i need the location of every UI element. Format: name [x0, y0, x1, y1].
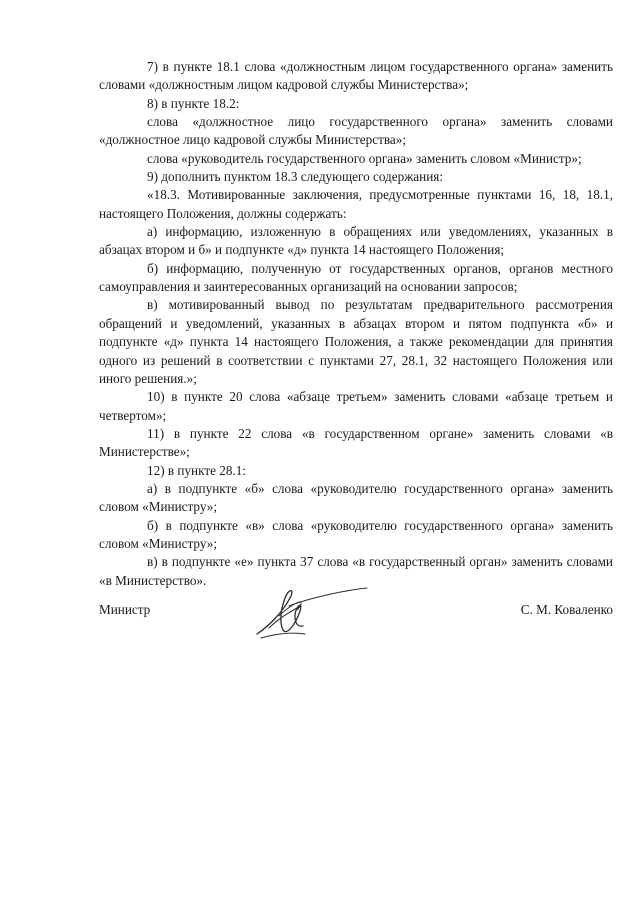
signature-block: [99, 598, 613, 638]
document-body: [99, 58, 613, 590]
signatory-name: С. М. Коваленко: [520, 602, 613, 617]
paragraph-item-12-b: б) в подпункте «в» слова «руководителю государственного органа» заменить словом «Министру»;: [99, 517, 613, 551]
paragraph-item-12-v: в) в подпункте «е» пункта 37 слова «в государственный орган» заменить словами «в Министерство».: [99, 554, 613, 588]
paragraph-item-8: 8) в пункте 18.2:: [147, 95, 240, 111]
paragraph-item-12: 12) в пункте 28.1:: [147, 462, 246, 478]
paragraph-item-10: 10) в пункте 20 слова «абзаце третьем» заменить словами «абзаце третьем и четвертом»;: [99, 389, 613, 423]
paragraph-subitem-v: в) мотивированный вывод по результатам предварительного рассмотрения обращений и уведомлений, указанных в абзацах втором и пятом подпункта «б» и подпункте «д» пункта 14 настоящего Положения, а также рекомендации для принятия одного из решений в соответствии с пунктами 27, 28.1, 32 настоящего Положения или иного решения.»;: [99, 297, 613, 386]
paragraph-item-11: 11) в пункте 22 слова «в государственном органе» заменить словами «в Министерстве»;: [99, 425, 613, 460]
paragraph-subitem-b: б) информацию, полученную от государственных органов, органов местного самоуправления и заинтересованных организаций на основании запросов;: [99, 260, 613, 295]
paragraph-subitem-a: а) информацию, изложенную в обращениях или уведомлениях, указанных в абзацах втором и б» и подпункте «д» пункта 14 настоящего Положения;: [99, 224, 613, 258]
handwritten-signature: [239, 576, 379, 648]
paragraph-item-7: 7) в пункте 18.1 слова «должностным лицом государственного органа» заменить словами «должностным лицом кадровой службы Министерства»;: [99, 59, 613, 93]
paragraph-item-9: 9) дополнить пунктом 18.3 следующего содержания:: [147, 169, 444, 185]
paragraph-item-8-words-1: слова «должностное лицо государственного органа» заменить словами «должностное лицо кадровой службы Министерства»;: [99, 114, 613, 148]
paragraph-item-8-words-2: слова «руководитель государственного органа» заменить словом «Министр»;: [147, 150, 582, 166]
signatory-title: Министр: [99, 602, 151, 617]
paragraph-item-12-a: а) в подпункте «б» слова «руководителю государственного органа» заменить словом «Министру»;: [99, 480, 613, 515]
paragraph-clause-18-3: «18.3. Мотивированные заключения, предусмотренные пунктами 16, 18, 18.1, настоящего Положения, должны содержать:: [99, 187, 613, 221]
